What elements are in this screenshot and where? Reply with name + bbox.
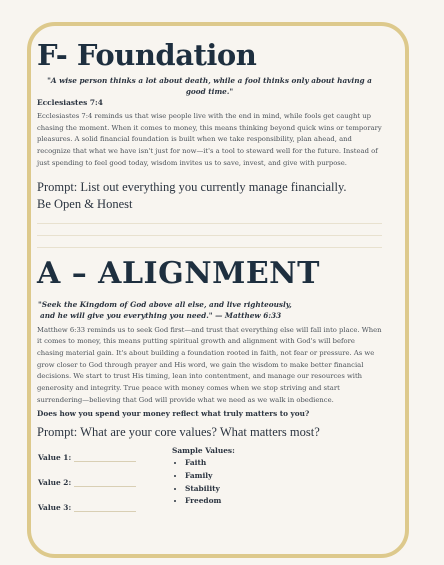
foundation-prompt: [37, 179, 382, 213]
alignment-prompt: Prompt: What are your core values? What matters most?: [37, 425, 320, 440]
foundation-quote: "A wise person thinks a lot about death, while a fool thinks only about having a good time.": [47, 76, 372, 96]
value-blank-line[interactable]: [74, 455, 136, 462]
alignment-title: A – ALIGNMENT: [37, 255, 320, 291]
value-label: Value 3:: [38, 503, 72, 513]
sample-values-heading: Sample Values:: [172, 446, 235, 456]
foundation-prompt-line-1: Prompt: List out everything you currently manage financially.: [37, 179, 347, 194]
worksheet-content: [37, 38, 382, 527]
alignment-quote: [37, 299, 382, 321]
sample-values: [172, 446, 235, 507]
value-label: Value 1:: [38, 453, 72, 463]
alignment-body: Matthew 6:33 reminds us to seek God first—and trust that everything else will fall into place. When it comes to money, this means putting spiritual growth and alignment with God's will before chasing material gain. It's about building a foundation rooted in faith, not fear or pressure. As we grow closer to God through prayer and His word, we gain the wisdom to make better financial decisions. We start to trust His timing, lean into contentment, and manage our resources with generosity and integrity. True peace with money comes when we stop striving and start surrendering—believing that God will provide what we need as we walk in obedience.: [37, 325, 382, 404]
writing-line[interactable]: [37, 223, 382, 224]
alignment-quote-line-2: and he will give you everything you need." — Matthew 6:33: [40, 310, 282, 320]
sample-values-list: [172, 457, 235, 507]
value-3-field[interactable]: [38, 503, 136, 512]
alignment-quote-line-1: "Seek the Kingdom of God above all else, and live righteously,: [38, 299, 292, 309]
foundation-prompt-line-2: Be Open & Honest: [37, 196, 133, 211]
writing-line[interactable]: [37, 247, 382, 248]
value-blank-line[interactable]: [74, 505, 136, 512]
writing-lines: [37, 223, 382, 248]
values-section: [37, 447, 382, 527]
alignment-question: Does how you spend your money reflect what truly matters to you?: [37, 409, 310, 419]
writing-line[interactable]: [37, 235, 382, 236]
sample-value-item: • Stability: [185, 483, 235, 496]
sample-value-item: • Freedom: [185, 495, 235, 508]
value-1-field[interactable]: [38, 453, 136, 462]
sample-value-item: • Faith: [185, 457, 235, 470]
foundation-reference: Ecclesiastes 7:4: [37, 98, 103, 107]
value-label: Value 2:: [38, 478, 72, 488]
sample-value-item: • Family: [185, 470, 235, 483]
value-2-field[interactable]: [38, 478, 136, 487]
foundation-body: Ecclesiastes 7:4 reminds us that wise people live with the end in mind, while fools get caught up chasing the moment. When it comes to money, this means thinking beyond quick wins or temporary pleasures. A solid financial foundation is built when we take responsibility, plan ahead, and recognize that what we have isn't just for now—it's a tool to steward well for the future. Instead of just spending to feel good today, wisdom invites us to save, invest, and give with purpose.: [37, 112, 382, 167]
foundation-title: F- Foundation: [37, 38, 257, 72]
value-blank-line[interactable]: [74, 480, 136, 487]
